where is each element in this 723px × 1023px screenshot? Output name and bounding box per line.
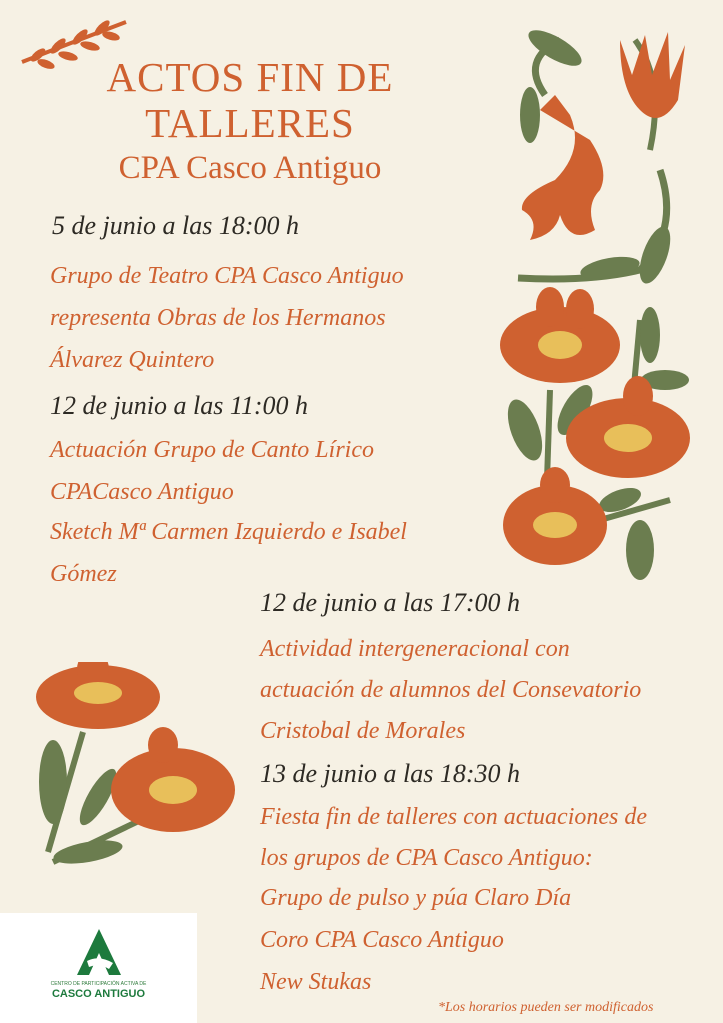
- footnote: *Los horarios pueden ser modificados: [438, 1000, 654, 1015]
- logo-caption: CENTRO DE PARTICIPACIÓN ACTIVA DE: [50, 981, 147, 987]
- event-2-date: 12 de junio a las 11:00 h: [50, 391, 309, 420]
- event-3-line-1: Actividad intergeneracional con: [260, 636, 570, 662]
- event-4-line-4: Coro CPA Casco Antiguo: [260, 927, 504, 953]
- event-2-line-3: Sketch Mª Carmen Izquierdo e Isabel: [50, 519, 407, 545]
- logo-name: CASCO ANTIGUO: [51, 988, 146, 1000]
- event-1-date: 5 de junio a las 18:00 h: [52, 211, 299, 240]
- event-2-line-2: CPACasco Antiguo: [50, 479, 234, 505]
- event-4-date: 13 de junio a las 18:30 h: [260, 759, 520, 788]
- event-4-line-1: Fiesta fin de talleres con actuaciones de: [260, 804, 648, 830]
- event-3-line-2: actuación de alumnos del Consevatorio: [260, 677, 642, 703]
- event-4-line-2: los grupos de CPA Casco Antiguo:: [260, 845, 593, 871]
- title-line-2: TALLERES: [145, 100, 355, 146]
- event-4-line-3: Grupo de pulso y púa Claro Día: [260, 885, 572, 911]
- event-3-date: 12 de junio a las 17:00 h: [260, 588, 520, 617]
- event-1-line-3: Álvarez Quintero: [50, 347, 215, 373]
- title-line-1: ACTOS FIN DE: [106, 54, 394, 100]
- logo-panel: [0, 913, 197, 1023]
- event-1-line-2: representa Obras de los Hermanos: [50, 305, 386, 331]
- subtitle: CPA Casco Antiguo: [118, 150, 382, 186]
- event-2-line-4: Gómez: [50, 561, 117, 587]
- event-1-line-1: Grupo de Teatro CPA Casco Antiguo: [50, 263, 404, 289]
- event-2-line-1: Actuación Grupo de Canto Lírico: [50, 437, 374, 463]
- logo-mark: [73, 927, 125, 979]
- event-3-line-3: Cristobal de Morales: [260, 718, 466, 744]
- event-4-line-5: New Stukas: [260, 969, 372, 995]
- botanical-illustration-left: [28, 662, 243, 877]
- botanical-illustration-right: [500, 20, 700, 580]
